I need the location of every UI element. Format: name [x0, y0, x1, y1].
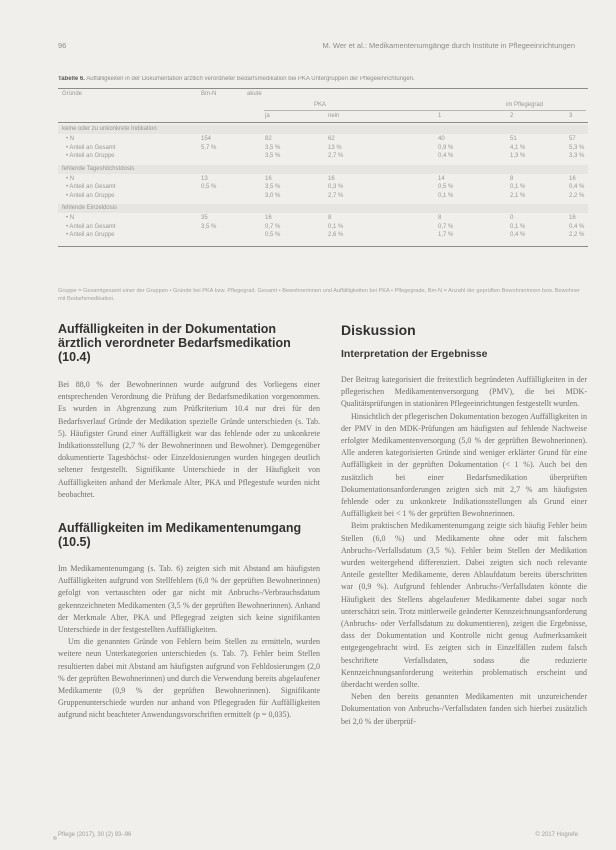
heading-dokumentation-bedarfsmedikation: Auffälligkeiten in der Dokumentation ärztlich verordneter Bedarfsmedikation (10.4) [58, 322, 291, 364]
table-sub-nein: nein [328, 113, 340, 119]
table-cell: 57 [569, 136, 576, 142]
table-cell: 2,7 % [328, 192, 344, 199]
table-cell: 3,5 % [265, 144, 281, 151]
table-row-label: • Anteil an Gruppe [66, 232, 115, 238]
table-cell: 35 [201, 215, 208, 221]
table-cell: 8 [328, 215, 332, 221]
table-cell: 0,5 % [265, 232, 281, 238]
footer-copyright: © 2017 Hogrefe [535, 832, 578, 838]
table-cell: 13 % [328, 144, 342, 151]
heading-medikamentenumgang: Auffälligkeiten im Medikamentenumgang (10.5) [58, 521, 302, 550]
table-cell: 5,3 % [569, 144, 585, 151]
table-caption-text: Auffälligkeiten in der Dokumentation ärztlich verordneter Bedarfsmedikation bei PKA Untergruppen der Pflegeeinrichtungen. [86, 76, 415, 82]
table-row-label: • N [66, 136, 75, 142]
table-header-rule [58, 122, 588, 123]
table-row-label: • Anteil an Gesamt [66, 144, 116, 151]
table-cell: 3,5 % [265, 184, 281, 190]
table-cell: 40 [438, 136, 445, 142]
table-sub-2: 2 [510, 113, 514, 119]
table-header-gruende: Gründe [62, 91, 83, 97]
table-cell: 0,1 % [510, 223, 526, 230]
table-cell: 2,2 % [569, 232, 585, 238]
right-paragraph-2: Hinsichtlich der pflegerischen Dokumentation bezogen Auffälligkeiten in der PMV in den MDK-Prüfungen am häufigsten auf fehlende Nachweise erfolgter Medikamentenversorgung (5,0 % der geprüften Bewohnerinnen). Alle anderen kategorisierten Gründe sind weniger erklärter Grund für eine Auffälligkeit in der geprüften Dokumentation (< 1 %). Auch bei den zusätzlich bei einer Bedarfsmedikation überprüften Dokumentationsanforderungen zeigten sich mit 2,7 % am häufigsten fehlende oder zu unkonkrete Indikationsstellungen als Grund einer Auffälligkeit bei < 1 % der geprüften Bewohnerinnen. [341, 411, 587, 519]
table-group-title: fehlende Einzeldosis [62, 205, 118, 211]
table-cell: 16 [328, 175, 335, 182]
page-footer [58, 832, 588, 842]
results-table [58, 88, 588, 278]
table-footnote: Gruppe = Gesamtgesamt einer der Gruppen • Gründe bei PKA bzw. Pflegegrad. Gesamt • Bewohnerinnen und Auffälligkeiten bei PKA • Pflegegrade, Bm-N = Anzahl der geprüften Bewohnerinnen bzw. Bewohner mit Bedarfsmedikation. [58, 288, 580, 302]
table-row-label: • N [66, 215, 75, 221]
right-paragraph-1: Der Beitrag kategorisiert die freitextlich begründeten Auffälligkeiten in der pflegerischen Medikamentenversorgung (PMV), die bei MDK-Qualitätsprüfungen in stationären Pflegeeinrichtungen festgestellt wurden. [341, 375, 587, 409]
table-cell: 3,3 % [569, 153, 585, 159]
table-cell: 1,7 % [438, 232, 454, 238]
table-cell: 0,7 % [265, 223, 281, 230]
table-header-pka: PKA [314, 102, 327, 108]
table-cell: 0,4 % [569, 223, 585, 230]
table-cell: 0,1 % [328, 223, 344, 230]
table-row-label: • Anteil an Gesamt [66, 184, 116, 190]
table-cell: 0,5 % [201, 184, 217, 190]
left-paragraph-2: Im Medikamentenumgang (s. Tab. 6) zeigten sich mit Abstand am häufigsten Auffälligkeiten aufgrund von Stellfehlern (6,0 % der geprüften Bewohnerinnen) gefolgt von vertauschten oder gar nicht mit Anbruchs-/Verbrauchsdatum gekennzeichneten Medikamenten (3,5 % der geprüften Bewohnerinnen). Anhand der Merkmale Alter, PKA und Pflegegrad zeigten sich keine signifikanten Unterschiede in der festgestellten Auffälligkeiten. [58, 564, 320, 635]
table-cell: 154 [201, 136, 212, 142]
table-cell: 0,1 % [438, 192, 454, 199]
table-header-bmn: Bm-N [201, 91, 217, 97]
table-cell: 82 [265, 136, 272, 142]
table-caption [58, 76, 588, 82]
table-cell: 3,5 % [265, 153, 281, 159]
table-cell: 16 [265, 175, 272, 182]
table-cell: 16 [265, 215, 272, 221]
table-cell: 2,6 % [328, 232, 344, 238]
table-cell: 5,7 % [201, 144, 217, 151]
heading-interpretation: Interpretation der Ergebnisse [341, 348, 488, 360]
table-header-akute: akute [247, 91, 262, 97]
table-cell: 0 [510, 215, 514, 221]
table-cell: 4,1 % [510, 144, 526, 151]
table-row-label: • N [66, 175, 75, 182]
left-paragraph-1: Bei 88,0 % der Bewohnerinnen wurde aufgrund des Vorliegens einer entsprechenden Verordnung die Prüfung der Bedarfsmedikation vorgenommen. Es wurden in Abgrenzung zum Prüfkriterium 10.4 nur drei für den Bedarfsverlauf Gründe der Medikation spezielle Gründe unterschieden (s. Tab. 5). Häufigster Grund einer Auffälligkeit war das fehlende oder zu unkonkrete Indikationsstellung (2,7 % der Bewohnerinnen und Bewohner). Demgegenüber dokumentierte Tageshöchst- oder Einzeldosierungen wurden hingegen deutlich seltener festgestellt. Signifikante Unterschiede in der Häufigkeit von Auffälligkeiten anhand der Merkmale Alter, PKA und Pflegestufe wurden nicht beobachtet. [58, 380, 320, 499]
table-subheader-rule [264, 110, 586, 111]
right-paragraph-3: Beim praktischen Medikamentenumgang zeigte sich häufig Fehler beim Stellen (6,0 %) und Medikamente ohne oder mit falschem Anbruchs-/Verfallsdatum (3,5 %). Fehler beim Stellen der Medikation wurden weitergehend differenziert. Dabei zeigten sich noch relevante Anteile gestellter Medikamente, deren Ablaufdatum bereits überschritten war (0,9 %). Aufgrund fehlender Anbruchs-/Verfallsdaten könnte die Häufigkeit des Stellens abgelaufener Medikamente dabei sogar noch unterschätzt sein. Trotz mittlerweile geänderter Kennzeichnungsanforderung (Anbruchs- oder Verfallsdatum zu dokumentieren), zeigen die Ergebnisse, dass der Dokumentation und Kontrolle nicht genug Aufmerksamkeit entgegengebracht wird. Es zeigten sich in Einzelfällen zudem falsch beschriftete Verfallsdaten, sodass die reduzierte Kennzeichnungsanforderung weiterhin problematisch erscheint und überdacht werden sollte. [341, 521, 587, 690]
left-column [58, 322, 320, 722]
table-sub-1: 1 [438, 113, 442, 119]
left-paragraph-3: Um die genannten Gründe von Fehlern beim Stellen zu ermitteln, wurden weitere neun Unterkategorien unterschieden (s. Tab. 7). Fehler beim Stellen resultierten dabei mit Abstand am häufigsten aufgrund von Fehldosierungen (2,0 % der geprüften Bewohnerinnen) und durch die Verwendung bereits abgelaufener Medikamente (0,9 % der geprüften Bewohnerinnen). Signifikante Gruppenunterschiede wurden nur anhand von Pflegegraden für Auffälligkeiten aufgrund nicht beachteter Anwendungsvorschriften ermittelt (p = 0,035). [58, 637, 320, 720]
table-cell: 0,1 % [510, 184, 526, 190]
table-bottom-rule [58, 246, 588, 247]
table-cell: 13 [201, 175, 208, 182]
table-cell: 0,3 % [328, 184, 344, 190]
table-cell: 16 [569, 215, 576, 221]
footer-citation: Pflege (2017), 30 (2) 93–96 [58, 832, 132, 838]
table-cell: 0,9 % [438, 144, 454, 151]
table-row-label: • Anteil an Gesamt [66, 223, 116, 230]
table-sub-3: 3 [569, 113, 573, 119]
table-cell: 14 [438, 175, 445, 182]
table-cell: 2,7 % [328, 153, 344, 159]
table-caption-label: Tabelle 6. [58, 76, 85, 82]
table-row-label: • Anteil an Gruppe [66, 192, 115, 199]
running-header [58, 41, 583, 53]
table-cell: 0,4 % [569, 184, 585, 190]
table-cell: 62 [328, 136, 335, 142]
right-paragraph-4: Neben den bereits genannten Medikamenten mit unzureichender Dokumentation von Anbruchs-/Verfallsdaten fanden sich hierbei zusätzlich bei 2,0 % der überprüf- [341, 692, 587, 726]
table-top-rule [58, 88, 588, 89]
table-cell: 8 [510, 175, 514, 182]
table-cell: 0,4 % [510, 232, 526, 238]
table-cell: 1,3 % [510, 153, 526, 159]
table-cell: 0,7 % [438, 223, 454, 230]
table-group-title: fehlende Tageshöchstdosis [62, 165, 135, 172]
table-cell: 8 [438, 215, 442, 221]
table-cell: 51 [510, 136, 517, 142]
table-group-bar [58, 204, 588, 213]
table-header-pflegegrad: im Pflegegrad [506, 102, 544, 108]
table-group-title: keine oder zu unkonkrete Indikation [62, 126, 157, 132]
heading-diskussion: Diskussion [341, 322, 416, 338]
table-group-bar [58, 165, 588, 174]
table-cell: 2,2 % [569, 192, 585, 199]
table-cell: 0,4 % [438, 153, 454, 159]
table-row-label: • Anteil an Gruppe [66, 153, 115, 159]
table-cell: 2,1 % [510, 192, 526, 199]
table-cell: 16 [569, 175, 576, 182]
table-cell: 3,5 % [201, 223, 217, 230]
running-title: M. Wer et al.: Medikamentenumgänge durch Institute in Pflegeeinrichtungen [322, 41, 575, 50]
scan-dot [53, 836, 57, 840]
table-sub-ja: ja [265, 113, 270, 119]
right-column [341, 322, 587, 728]
page-number: 96 [58, 41, 67, 50]
table-cell: 3,0 % [265, 192, 281, 199]
table-cell: 0,5 % [438, 184, 454, 190]
